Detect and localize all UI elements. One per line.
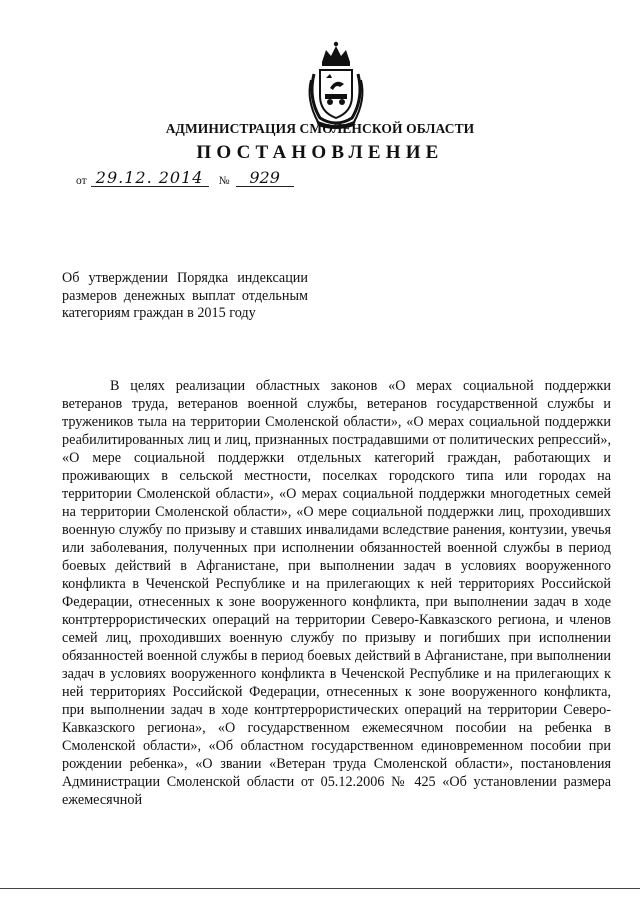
decree-date: 29.12. 2014 bbox=[91, 170, 209, 187]
smolensk-coat-of-arms-icon bbox=[300, 40, 372, 130]
organization-name: АДМИНИСТРАЦИЯ СМОЛЕНСКОЙ ОБЛАСТИ bbox=[165, 121, 475, 136]
body-paragraph: В целях реализации областных законов «О мерах социальной поддержки ветеранов труда, ветеранов военной службы, ветеранов государственной службы и тружеников тыла на территории Смоленской области», «О мерах социальной поддержки реабилитированных лиц и лиц, признанных пострадавшими от политических репрессий», «О мере социальной поддержки отдельных категорий граждан, работающих и проживающих в сельской местности, поселках городского типа или городах на территории Смоленской области», «О мерах социальной поддержки многодетных семей на территории Смоленской области», «О мере социальной поддержки лиц, проходивших военную службу по призыву и ставших инвалидами вследствие ранения, контузии, увечья или заболевания, полученных при исполнении обязанностей военной службы в период боевых действий в Афганистане, при выполнении задач в условиях вооруженного конфликта в Чеченской Республике и на прилегающих к ней территориях Российской Федерации, отнесенных к зоне вооруженного конфликта, при выполнении задач в ходе контртеррористических операций на территории Северо-Кавказского региона, и членов семей лиц, проходивших военную службу по призыву и погибших при исполнении обязанностей военной службы в период боевых действий в Афганистане, при выполнении задач в условиях вооруженного конфликта в Чеченской Республике и на прилегающих к ней территориях Российской Федерации, отнесенных к зоне вооруженного конфликта, при выполнении задач в ходе контртеррористических операций на территории Северо-Кавказского региона», «О государственном ежемесячном пособии на ребенка в Смоленской области», «Об областном государственном единовременном пособии при рождении ребенка», «О звании «Ветеран труда Смоленской области», постановления Администрации Смоленской области от 05.12.2006 № 425 «Об установлении размера ежемесячной bbox=[62, 378, 611, 808]
date-number-line bbox=[76, 170, 294, 187]
number-label: № bbox=[218, 175, 230, 187]
document-type: ПОСТАНОВЛЕНИЕ bbox=[196, 142, 444, 163]
decree-number: 929 bbox=[236, 170, 294, 187]
decree-subject: Об утверждении Порядка индексации размеров денежных выплат отдельным категориям граждан в 2015 году bbox=[62, 270, 308, 322]
date-prefix: от bbox=[76, 175, 87, 187]
page-bottom-rule bbox=[0, 888, 640, 889]
